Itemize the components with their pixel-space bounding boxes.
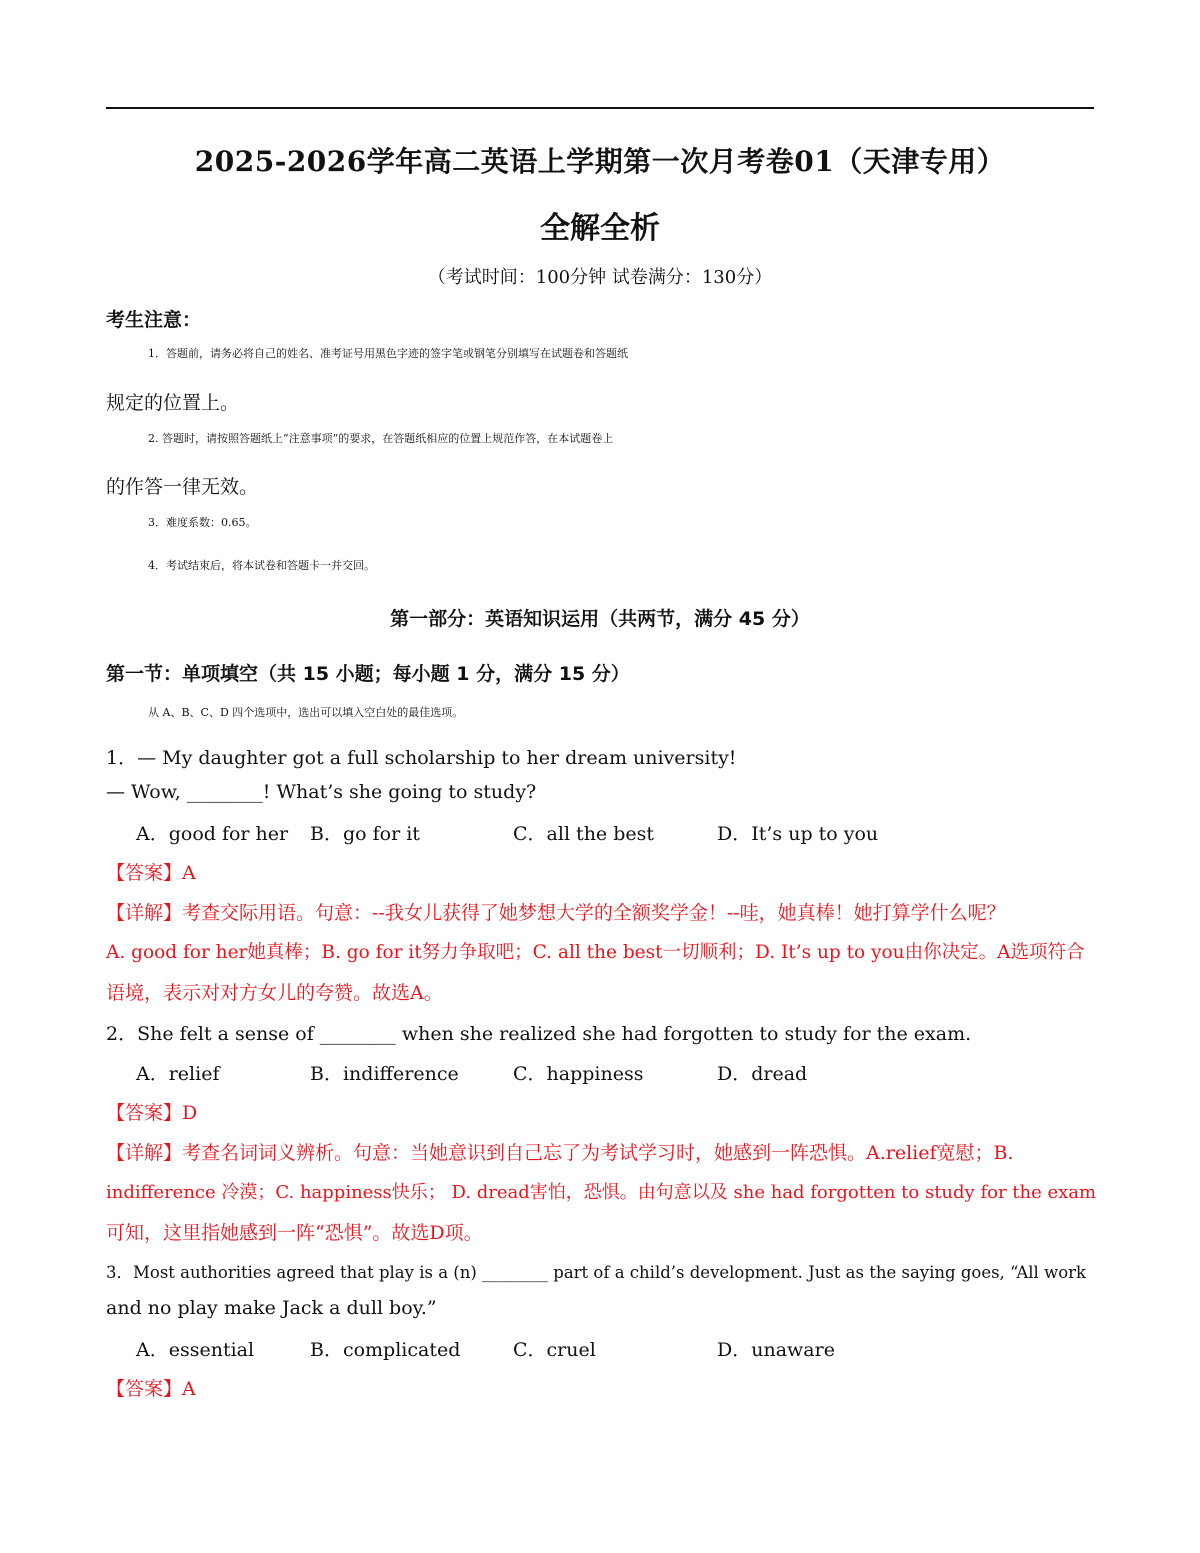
question-3-stem: 3．Most authorities agreed that play is a (n) ________ part of a child’s development. Just as the saying goes, “All work <box>106 1263 1087 1282</box>
question-3-option-c: C．cruel <box>513 1339 596 1361</box>
section1-instruction: 从 A、B、C、D 四个选项中，选出可以填入空白处的最佳选项。 <box>148 706 464 719</box>
header-rule <box>106 107 1094 109</box>
exam-meta: （考试时间：100分钟 试卷满分：130分） <box>427 267 773 288</box>
question-2-explanation: 【详解】考查名词词义辨析。句意：当她意识到自己忘了为考试学习时，她感到一阵恐惧。A.relief宽慰；B. <box>106 1142 1014 1164</box>
question-2-option-d: D．dread <box>717 1063 808 1085</box>
question-3-answer: 【答案】A <box>106 1378 196 1400</box>
question-1-answer: 【答案】A <box>106 862 196 884</box>
question-2-answer: 【答案】D <box>106 1102 198 1124</box>
part1-heading: 第一部分：英语知识运用（共两节，满分 45 分） <box>390 608 810 630</box>
question-1-stem: 1．— My daughter got a full scholarship to her dream university! <box>106 747 737 769</box>
question-1-option-b: B．go for it <box>310 823 420 845</box>
question-2-explanation-end: 可知，这里指她感到一阵“恐惧”。故选D项。 <box>106 1222 483 1244</box>
question-1-option-a: A．good for her <box>136 823 289 845</box>
question-1-explanation: 【详解】考查交际用语。句意：--我女儿获得了她梦想大学的全额奖学金！--哇，她真棒！她打算学什么呢？ <box>106 902 1006 924</box>
notice-item-2: 2. 答题时，请按照答题纸上“注意事项”的要求，在答题纸相应的位置上规范作答，在本试题卷上 <box>148 432 614 445</box>
exam-subtitle: 全解全析 <box>540 211 660 246</box>
question-3-option-b: B．complicated <box>310 1339 461 1361</box>
question-1-explanation-cont: A. good for her她真棒；B. go for it努力争取吧；C. all the best一切顺利；D. It’s up to you由你决定。A选项符合 <box>106 942 1085 963</box>
question-1-option-d: D．It’s up to you <box>717 823 879 845</box>
question-1-option-c: C．all the best <box>513 823 655 845</box>
question-1-stem-cont: — Wow, ________! What’s she going to study? <box>106 781 537 803</box>
notice-heading: 考生注意： <box>106 309 202 331</box>
question-2-option-a: A．relief <box>136 1063 220 1085</box>
notice-item-1: 1．答题前，请务必将自己的姓名、准考证号用黑色字迹的签字笔或钢笔分别填写在试题卷和答题纸 <box>148 347 628 360</box>
question-2-stem: 2．She felt a sense of ________ when she realized she had forgotten to study for the exam. <box>106 1023 972 1045</box>
question-3-stem-cont: and no play make Jack a dull boy.” <box>106 1297 437 1319</box>
exam-title: 2025-2026学年高二英语上学期第一次月考卷01（天津专用） <box>194 145 1006 178</box>
question-3-option-a: A．essential <box>136 1339 255 1361</box>
question-3-option-d: D．unaware <box>717 1339 835 1361</box>
question-2-explanation-cont: indifference 冷漠；C. happiness快乐； D. dread害怕，恐惧。由句意以及 she had forgotten to study for the exam <box>106 1182 1097 1203</box>
notice-item-3: 3．难度系数：0.65。 <box>148 516 257 529</box>
question-2-option-b: B．indifference <box>310 1063 459 1085</box>
question-1-explanation-end: 语境，表示对对方女儿的夸赞。故选A。 <box>106 982 443 1004</box>
notice-item-1-cont: 规定的位置上。 <box>106 392 240 414</box>
notice-item-4: 4．考试结束后，将本试卷和答题卡一并交回。 <box>148 559 375 572</box>
question-2-option-c: C．happiness <box>513 1063 644 1085</box>
section1-heading: 第一节：单项填空（共 15 小题；每小题 1 分，满分 15 分） <box>106 663 630 685</box>
notice-item-2-cont: 的作答一律无效。 <box>106 476 259 498</box>
